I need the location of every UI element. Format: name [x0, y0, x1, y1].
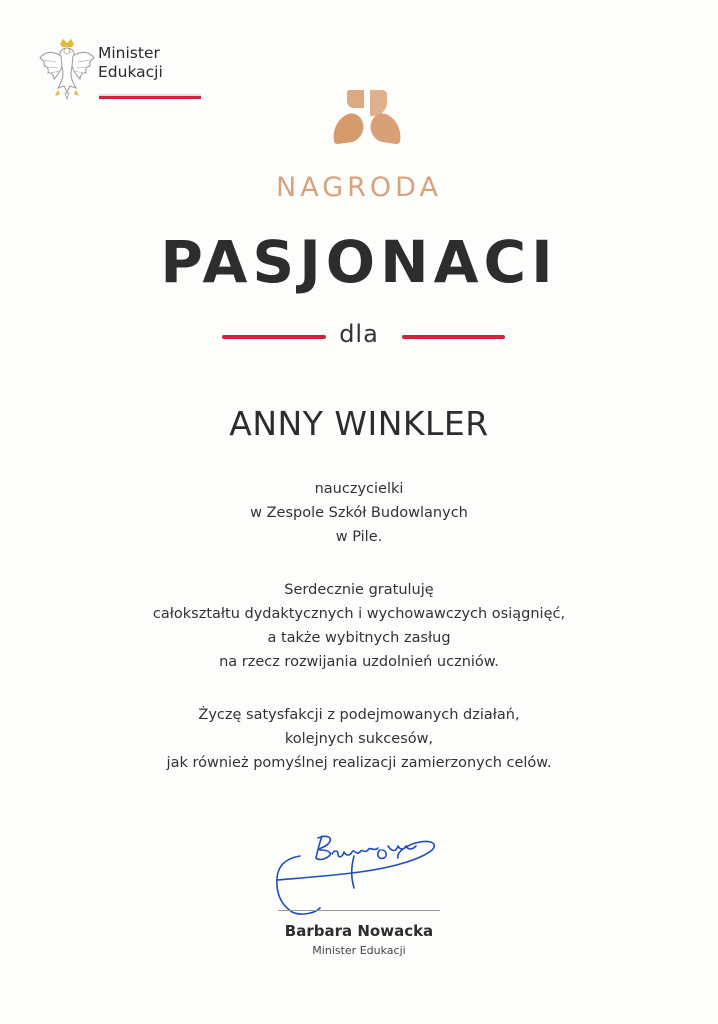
congratulation-line: całokształtu dydaktycznych i wychowawczych osiągnięć, — [152, 606, 566, 622]
ministry-name — [98, 44, 163, 82]
flag-bar — [99, 94, 201, 99]
polish-eagle-emblem-icon — [38, 38, 96, 100]
for-divider — [0, 320, 718, 354]
wishes-line: Życzę satysfakcji z podejmowanych działań, — [198, 707, 520, 723]
congratulation-line: a także wybitnych zasług — [267, 630, 451, 646]
ministry-logo — [38, 38, 168, 104]
wishes-line: kolejnych sukcesów, — [284, 731, 434, 747]
award-emblem-icon — [330, 86, 404, 146]
signer-role: Minister Edukacji — [312, 944, 406, 957]
recipient-role — [0, 477, 718, 549]
congratulation-paragraph — [0, 578, 718, 674]
wishes-paragraph — [0, 703, 718, 775]
handwritten-signature — [270, 828, 450, 920]
logo-line-1: Minister — [98, 44, 160, 62]
congratulation-line: na rzecz rozwijania uzdolnień uczniów. — [219, 654, 499, 670]
award-label: NAGRODA — [276, 172, 442, 203]
signer-name: Barbara Nowacka — [284, 922, 434, 940]
signature-line — [278, 910, 440, 911]
role-line: w Zespole Szkół Budowlanych — [250, 505, 468, 521]
for-word: dla — [339, 320, 379, 348]
award-title: PASJONACI — [160, 228, 558, 296]
role-line: w Pile. — [335, 529, 383, 545]
divider-line-right — [402, 335, 505, 339]
recipient-name: ANNY WINKLER — [229, 404, 489, 443]
role-line: nauczycielki — [314, 481, 404, 497]
logo-line-2: Edukacji — [98, 63, 163, 81]
congratulation-line: Serdecznie gratuluję — [284, 582, 434, 598]
wishes-line: jak również pomyślnej realizacji zamierzonych celów. — [166, 755, 552, 771]
